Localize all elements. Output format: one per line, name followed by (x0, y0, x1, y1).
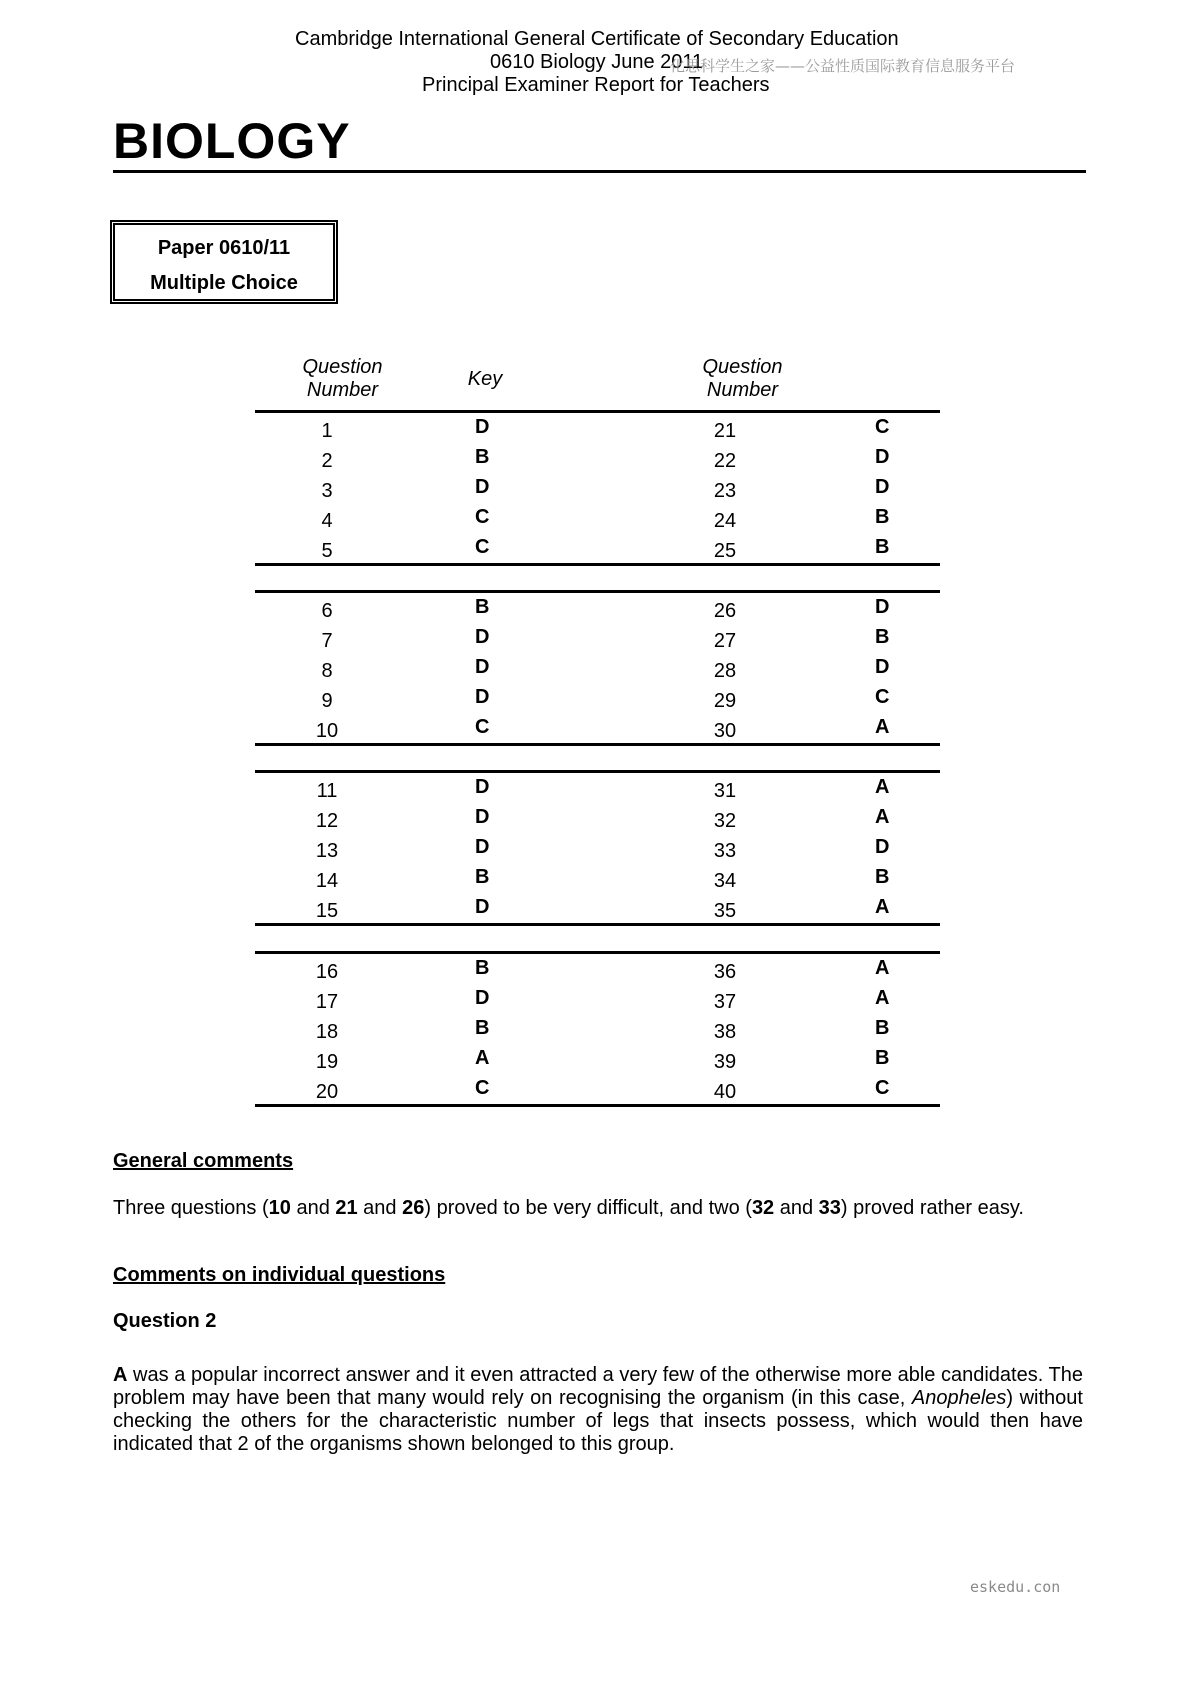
question-number: 14 (315, 870, 339, 892)
question-header-line2: Number (706, 379, 779, 401)
table-row (255, 833, 940, 863)
key-answer: D (475, 806, 490, 828)
question-number: 36 (713, 961, 737, 983)
question-number: 10 (315, 720, 339, 742)
table-row (255, 593, 940, 623)
table-row (255, 863, 940, 893)
question-number: 4 (321, 510, 333, 532)
question-number: 3 (321, 480, 333, 502)
question-number: 35 (713, 900, 737, 922)
question-number: 32 (713, 810, 737, 832)
text-run: and (357, 1197, 403, 1219)
key-answer: D (875, 476, 890, 498)
answer-group (255, 951, 940, 1107)
paper-box (110, 220, 338, 304)
question-2-heading: Question 2 (113, 1310, 217, 1332)
key-answer: B (875, 1017, 890, 1039)
key-answer: C (875, 1077, 890, 1099)
key-answer: D (475, 776, 490, 798)
key-answer: B (875, 506, 890, 528)
table-row (255, 623, 940, 653)
table-row (255, 533, 940, 563)
text-run: ) proved to be very difficult, and two ( (424, 1197, 752, 1219)
key-answer: D (875, 596, 890, 618)
question-number: 38 (713, 1021, 737, 1043)
answer-group (255, 770, 940, 926)
key-answer: D (475, 656, 490, 678)
question-ref: 21 (335, 1197, 358, 1219)
key-answer: A (875, 896, 890, 918)
footer-watermark: eskedu.con (970, 1578, 1061, 1596)
question-number: 11 (316, 780, 338, 802)
question-number: 20 (315, 1081, 339, 1103)
key-answer: D (875, 446, 890, 468)
column-header-question-left (280, 356, 405, 402)
general-comments-heading: General comments (113, 1150, 294, 1172)
question-number: 29 (713, 690, 737, 712)
question-number: 5 (321, 540, 333, 562)
question-header-line1: Question (302, 356, 383, 378)
question-number: 17 (315, 991, 339, 1013)
text-run: and (774, 1197, 819, 1219)
question-ref: 26 (402, 1197, 425, 1219)
question-number: 22 (713, 450, 737, 472)
paper-code: Paper 0610/11 (157, 237, 291, 259)
question-number: 31 (713, 780, 737, 802)
question-number: 9 (321, 690, 333, 712)
question-number: 23 (713, 480, 737, 502)
question-ref: 10 (268, 1197, 291, 1219)
answer-letter: A (113, 1364, 128, 1386)
key-answer: B (475, 446, 490, 468)
question-number: 27 (713, 630, 737, 652)
question-number: 1 (321, 420, 333, 442)
key-answer: C (875, 686, 890, 708)
table-row (255, 653, 940, 683)
key-answer: C (475, 1077, 490, 1099)
header-line-3: Principal Examiner Report for Teachers (422, 74, 770, 96)
key-answer: A (875, 716, 890, 738)
text-run: and (290, 1197, 336, 1219)
question-number: 21 (713, 420, 737, 442)
individual-comments-heading: Comments on individual questions (113, 1264, 446, 1286)
answer-group (255, 590, 940, 746)
question-number: 34 (713, 870, 737, 892)
question-number: 7 (321, 630, 333, 652)
table-row (255, 1044, 940, 1074)
organism-name: Anopheles (911, 1387, 1007, 1409)
watermark: 化思科学生之家——公益性质国际教育信息服务平台 (670, 57, 1016, 75)
question-ref: 33 (818, 1197, 841, 1219)
column-header-question-right (680, 356, 805, 402)
key-answer: D (875, 656, 890, 678)
text-run: ) proved rather easy. (840, 1197, 1024, 1219)
key-answer: A (475, 1047, 490, 1069)
question-number: 28 (713, 660, 737, 682)
table-row (255, 473, 940, 503)
question-number: 16 (315, 961, 339, 983)
question-number: 25 (713, 540, 737, 562)
key-answer: B (475, 596, 490, 618)
key-answer: A (875, 957, 890, 979)
key-answer: B (875, 1047, 890, 1069)
question-number: 2 (321, 450, 333, 472)
question-number: 39 (713, 1051, 737, 1073)
text-run: Three questions ( (113, 1197, 269, 1219)
title-rule (113, 170, 1086, 173)
key-answer: D (475, 896, 490, 918)
table-row (255, 984, 940, 1014)
key-answer: D (475, 476, 490, 498)
table-row (255, 413, 940, 443)
question-number: 12 (315, 810, 339, 832)
table-row (255, 803, 940, 833)
header-line-2: 0610 Biology June 2011 (490, 51, 704, 73)
question-number: 37 (713, 991, 737, 1013)
question-number: 26 (713, 600, 737, 622)
key-answer: C (475, 506, 490, 528)
question-number: 40 (713, 1081, 737, 1103)
key-answer: B (475, 866, 490, 888)
key-answer: B (475, 1017, 490, 1039)
question-number: 24 (713, 510, 737, 532)
question-number: 18 (315, 1021, 339, 1043)
key-answer: D (475, 836, 490, 858)
table-row (255, 1074, 940, 1104)
key-answer: D (475, 416, 490, 438)
question-number: 15 (315, 900, 339, 922)
text-run: ) without checking the others for the characteristic number of legs that insects possess, which would then have indicated that 2 of the organisms shown belonged to this group. (113, 1387, 1083, 1455)
header-line-1: Cambridge International General Certificate of Secondary Education (295, 28, 899, 50)
question-number: 6 (321, 600, 333, 622)
question-2-paragraph (113, 1364, 1083, 1456)
text-run: was a popular incorrect answer and it even attracted a very few of the otherwise more able candidates. The problem may have been that many would rely on recognising the organism (in this case, (113, 1364, 1083, 1409)
table-row (255, 1014, 940, 1044)
key-answer: D (475, 626, 490, 648)
key-answer: A (875, 776, 890, 798)
key-answer: B (875, 866, 890, 888)
column-header-key: Key (467, 368, 503, 390)
key-answer: B (875, 536, 890, 558)
question-header-line1: Question (702, 356, 783, 378)
table-row (255, 893, 940, 923)
key-answer: C (475, 716, 490, 738)
key-answer: D (475, 987, 490, 1009)
table-row (255, 954, 940, 984)
question-number: 13 (315, 840, 339, 862)
key-answer: A (875, 987, 890, 1009)
general-comments-text (113, 1197, 1083, 1220)
question-header-line2: Number (306, 379, 379, 401)
question-number: 30 (713, 720, 737, 742)
table-row (255, 443, 940, 473)
question-ref: 32 (751, 1197, 775, 1219)
question-number: 33 (713, 840, 737, 862)
table-row (255, 713, 940, 743)
key-answer: D (475, 686, 490, 708)
table-row (255, 773, 940, 803)
key-answer: B (475, 957, 490, 979)
key-answer: B (875, 626, 890, 648)
answer-group (255, 410, 940, 566)
key-answer: C (875, 416, 890, 438)
key-answer: D (875, 836, 890, 858)
table-row (255, 683, 940, 713)
key-answer: A (875, 806, 890, 828)
question-number: 8 (321, 660, 333, 682)
question-number: 19 (315, 1051, 339, 1073)
table-row (255, 503, 940, 533)
page-title: BIOLOGY (113, 113, 351, 169)
paper-type: Multiple Choice (150, 272, 298, 294)
key-answer: C (475, 536, 490, 558)
